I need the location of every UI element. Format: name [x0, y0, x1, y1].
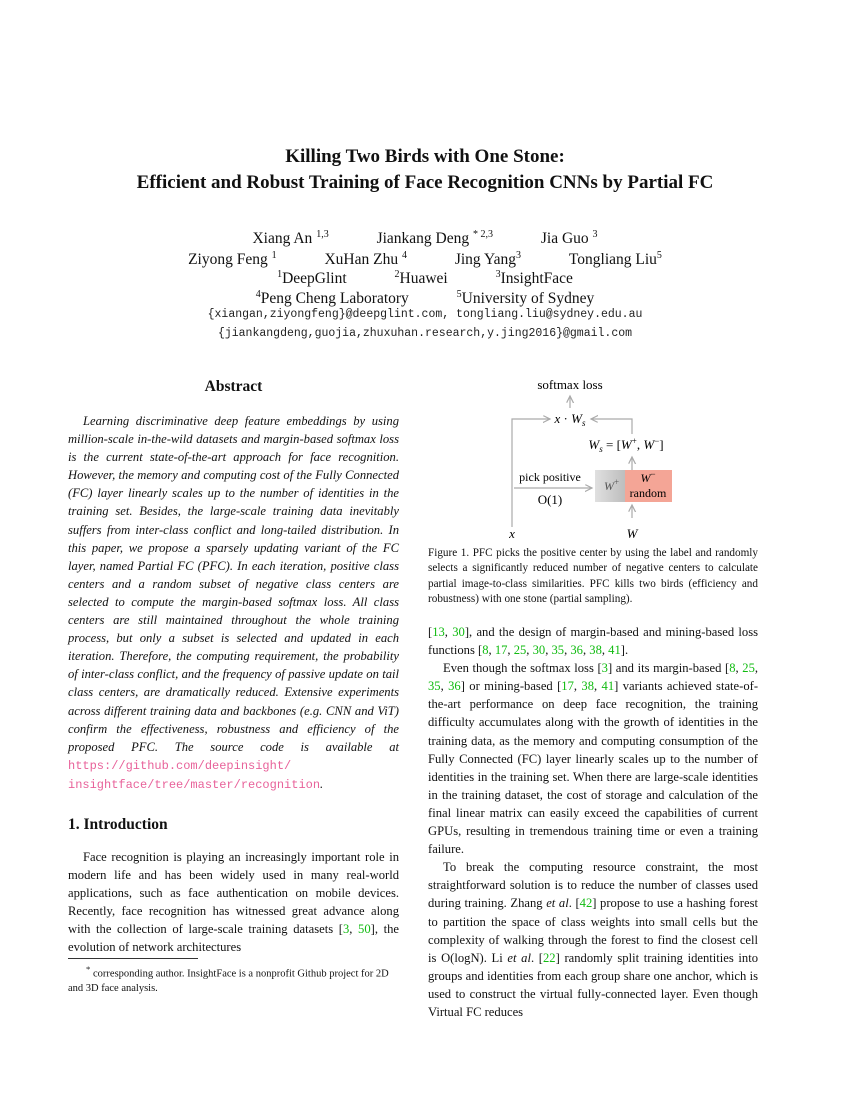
citation[interactable]: 17: [494, 643, 508, 658]
affiliation: $^4$Peng Cheng Laboratory: [255, 289, 409, 307]
footnote-rule: [68, 958, 198, 959]
text-run: ] propose to use a hashing forest to partition the space of class weights into small cells but the complexity of walking through the forest to find the closest cell is O(logN). Li: [428, 896, 758, 965]
text-run: ].: [620, 643, 629, 658]
author: Jiankang Deng $^{* 2,3}$: [376, 229, 493, 247]
text-run: ,: [754, 661, 759, 676]
text-run: [: [428, 625, 433, 639]
citation[interactable]: 25: [513, 643, 527, 658]
footnote: * corresponding author. InsightFace is a nonprofit Github project for 2D and 3D face analysis.: [68, 964, 389, 994]
affiliation: $^2$Huawei: [394, 269, 448, 287]
title-line-1: Killing Two Birds with One Stone:: [285, 146, 565, 167]
text-run: ], and the design of margin-based and mining-based loss functions [: [428, 625, 758, 658]
text-run: ] or mining-based [: [460, 679, 562, 694]
citation[interactable]: 22: [543, 950, 556, 965]
author: Jia Guo $^3$: [540, 229, 598, 247]
text-run: ,: [594, 679, 602, 694]
text-run: et al: [546, 896, 569, 911]
citation[interactable]: 25: [742, 661, 755, 676]
abstract-text: Learning discriminative deep feature embeddings by using million-scale in-the-wild datasets and margin-based softmax loss is the current state-of-the-art approach for face recognition. However, the memory and computing cost of the Fully Connected (FC) layer linearly scales up to the number of identities in the training set. Besides, the large-scale training data inevitably suffers from inter-class conflict and long-tailed distribution. In this paper, we propose a sparsely updating variant of the FC layer, named Partial FC (PFC). In each iteration, positive class centers and a random subset of negative class centers are selected to compute the margin-based softmax loss. All class centers are still maintained throughout the whole training process, but only a subset is selected and updated in each iteration. Therefore, the computing requirement, the probability of inter-class conflict, and the frequency of passive update on tail class centers, are dramatically reduced. Extensive experiments across different training data and backbones (e.g. CNN and ViT) confirm the effectiveness, robustness and efficiency of the proposed PFC. The source code is available at: [68, 414, 399, 754]
citation[interactable]: 38: [581, 679, 594, 694]
citation[interactable]: 42: [579, 896, 593, 911]
text-run: ,: [440, 679, 449, 694]
text-run: To break the computing resource constraint, the most straightforward solution is to reduce the number of classes used during training. Zhang: [428, 860, 758, 911]
email-line-2: {jiankangdeng,guojia,zhuxuhan.research,y.jing2016}@gmail.com: [217, 327, 633, 340]
author: Ziyong Feng $^1$: [188, 250, 277, 268]
spacer: [519, 484, 602, 486]
text-run: Even though the softmax loss [: [443, 661, 602, 676]
text-run: ] and its margin-based [: [607, 661, 730, 676]
text-run: ,: [507, 643, 514, 658]
citation[interactable]: 17: [561, 679, 574, 694]
product-label: $x \cdot W_s$: [554, 411, 586, 428]
text-run: ,: [526, 643, 533, 658]
text-run: ,: [601, 643, 609, 658]
figure-1-caption: Figure 1. PFC picks the positive center by using the label and randomly selects a significantly reduced number of negative centers to calculate partial image-to-class similarities. PFC kills two birds (efficiency and robustness) with one stone (partial sampling).: [428, 547, 758, 606]
right-column-body: [428, 623, 758, 1021]
text-run: ] variants achieved state-of-the-art performance on deep face recognition, the training difficulty accumulates along with the growth of identities in the training data, as the memory and computing consumption of the Fully Connected (FC) layer linearly scales up to the number of identities in the training set. When there are large-scale identities in the training dataset, the cost of storage and calculation of the final linear matrix can easily exceed the capabilities of current GPUs, resulting in tremendous training time or even a training failure.: [428, 679, 759, 857]
abstract-heading: Abstract: [204, 378, 263, 395]
affiliation: $^1$DeepGlint: [277, 269, 347, 287]
w-minus-label: W−: [640, 469, 656, 485]
citation[interactable]: 8: [482, 643, 489, 658]
citation[interactable]: 36: [448, 679, 461, 694]
text-run: . [: [530, 950, 543, 965]
x-input-label: x: [509, 526, 515, 541]
w-input-label: W: [626, 526, 638, 541]
citation[interactable]: 3: [342, 922, 350, 937]
author: XuHan Zhu $^4$: [324, 250, 407, 268]
citation[interactable]: 38: [589, 643, 602, 658]
email-line-1: {xiangan,ziyongfeng}@deepglint.com, tongliang.liu@sydney.edu.au: [207, 308, 643, 321]
title-line-2: Efficient and Robust Training of Face Recognition CNNs by Partial FC: [136, 172, 714, 193]
citation[interactable]: 41: [608, 643, 621, 658]
citation[interactable]: 35: [551, 643, 565, 658]
softmax-loss-label: softmax loss: [537, 377, 603, 392]
text-run: ,: [444, 625, 453, 639]
author: Jing Yang$^3$: [454, 250, 522, 268]
text-run: ,: [735, 661, 743, 676]
author: Xiang An $^{1,3}$: [252, 229, 329, 247]
citation[interactable]: 30: [532, 643, 546, 658]
o1-label: O(1): [537, 492, 563, 507]
paragraph-1: [428, 659, 758, 858]
w-plus-label: W+: [604, 477, 620, 493]
affiliation: $^3$InsightFace: [495, 269, 573, 287]
text-run: ] randomly split training identities into groups and identities from each group share one anchor, which is used to construct the virtual fully-connected layer. Even though Virtual FC reduces: [428, 950, 759, 1019]
citation[interactable]: 41: [601, 679, 615, 694]
ws-equation: $W_s = [W^+$, W−]: [588, 436, 664, 454]
citation[interactable]: 30: [452, 625, 465, 639]
source-code-link[interactable]: https://github.com/deepinsight/ insightface/tree/master/recognition: [68, 758, 321, 792]
text-run: ,: [564, 643, 571, 658]
paper-title: [0, 144, 850, 196]
text-run: ,: [488, 643, 495, 658]
ws-path-arrow: [591, 419, 632, 434]
text-run: et al: [507, 950, 531, 965]
introduction-body: Face recognition is playing an increasingly important role in modern life and has been widely used in many real-world applications, such as face authentication on mobile devices. Recently, face recognition has witnessed great advance along with the collection of large-scale training datasets [3, 50], the evolution of network architectures: [68, 850, 399, 955]
paragraph-0: [428, 623, 758, 659]
introduction-heading: 1. Introduction: [68, 816, 168, 833]
text-run: . [: [568, 896, 580, 911]
random-label: random: [629, 486, 667, 500]
text-run: ,: [573, 679, 582, 694]
citation[interactable]: 8: [729, 661, 736, 676]
pick-positive-label: pick positive: [519, 470, 581, 484]
citation[interactable]: 13: [432, 625, 445, 639]
text-run: ,: [582, 643, 590, 658]
author: Tongliang Liu$^5$: [568, 250, 662, 268]
citation[interactable]: 35: [428, 679, 441, 694]
citation[interactable]: 36: [570, 643, 583, 658]
affiliation: $^5$University of Sydney: [456, 289, 595, 307]
figure-1-diagram: [440, 372, 730, 544]
citation[interactable]: 3: [601, 661, 608, 676]
text-run: ,: [545, 643, 552, 658]
paragraph-2: [428, 858, 758, 1021]
abstract-body: Learning discriminative deep feature embeddings by using million-scale in-the-wild datasets and margin-based softmax loss is the current state-of-the-art approach for face recognition. However, the memory and computing cost of the Fully Connected (FC) layer linearly scales up to the number of identities in the training set. Besides, the large-scale training data inevitably suffers from inter-class conflict and long-tailed distribution. In this paper, we propose a sparsely updating variant of the FC layer, named Partial FC (PFC). In each iteration, positive class centers and a random subset of negative class centers are selected to compute the margin-based softmax loss. All class centers are still maintained throughout the whole training process, but only a subset is selected and updated in each iteration. Therefore, the computing requirement, the probability of inter-class conflict, and the frequency of passive update on tail class centers, are dramatically reduced. Extensive experiments across different training data and backbones (e.g. CNN and ViT) confirm the effectiveness, robustness and efficiency of the proposed PFC. The source code is available at https://github.com/deepinsight/ insightface/tree/master/recognition.: [68, 414, 399, 792]
citation[interactable]: 50: [358, 922, 371, 937]
